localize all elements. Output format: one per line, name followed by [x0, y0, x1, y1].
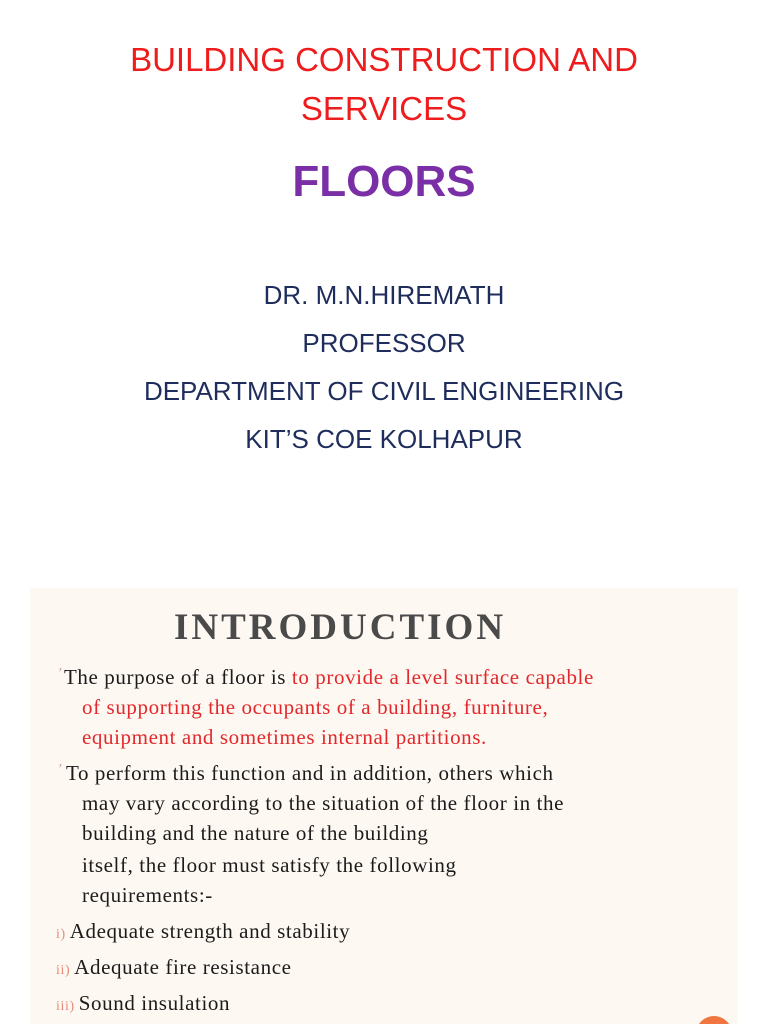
title-line-1: BUILDING CONSTRUCTION AND — [130, 41, 638, 78]
para2-line4: itself, the floor must satisfy the following — [82, 853, 457, 877]
introduction-slide — [30, 588, 738, 1024]
list-text: Adequate strength and stability — [69, 919, 351, 943]
list-number: iii) — [56, 999, 75, 1014]
para2-line1: To perform this function and in addition, others which — [66, 761, 554, 785]
introduction-heading: INTRODUCTION — [174, 607, 507, 648]
list-number: ii) — [56, 963, 71, 978]
para2-line5: requirements:- — [82, 883, 213, 907]
orange-corner-decoration — [696, 1016, 732, 1024]
list-item — [56, 916, 350, 950]
author-title: PROFESSOR — [302, 328, 466, 358]
author-department: DEPARTMENT OF CIVIL ENGINEERING — [143, 376, 625, 406]
bullet-tick-icon: ’ — [58, 762, 63, 777]
para1-lead: The purpose of a floor is — [64, 665, 292, 689]
para1-red-3: equipment and sometimes internal partitions. — [82, 725, 487, 749]
para1-red-1: to provide a level surface capable — [291, 665, 594, 689]
para2-line2: may vary according to the situation of the floor in the — [82, 791, 565, 815]
para1-line1 — [64, 662, 594, 692]
bullet-tick-icon: ’ — [58, 666, 63, 681]
list-item — [56, 988, 230, 1022]
list-number: i) — [56, 927, 66, 942]
title-line-2: SERVICES — [300, 90, 468, 127]
list-text: Adequate fire resistance — [74, 955, 292, 979]
list-text: Sound insulation — [78, 991, 231, 1015]
author-institute: KIT’S COE KOLHAPUR — [245, 424, 523, 454]
list-item — [56, 952, 292, 986]
para1-red-2: of supporting the occupants of a building, furniture, — [82, 695, 549, 719]
subtitle: FLOORS — [292, 157, 476, 206]
author-name: DR. M.N.HIREMATH — [263, 280, 505, 310]
para2-line3: building and the nature of the building — [82, 821, 429, 845]
